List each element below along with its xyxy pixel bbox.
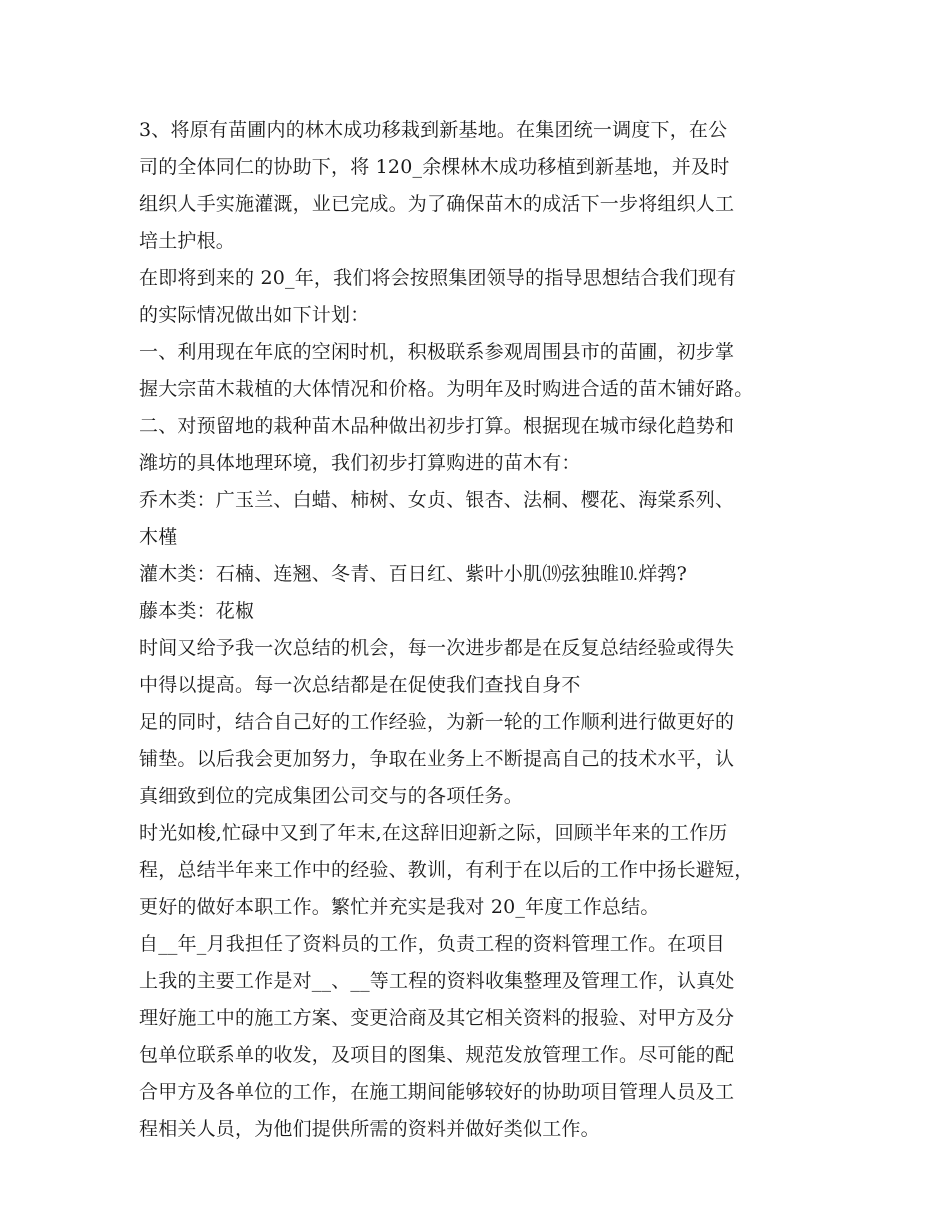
text-line: 潍坊的具体地理环境，我们初步打算购进的苗木有： — [139, 452, 581, 474]
text-line: 司的全体同仁的协助下，将 120_余棵林木成功移植到新基地，并及时 — [139, 156, 730, 178]
text-line: 握大宗苗木栽植的大体情况和价格。为明年及时购进合适的苗木铺好路。 — [139, 378, 754, 400]
text-line: 理好施工中的施工方案、变更洽商及其它相关资料的报验、对甲方及分 — [139, 1007, 735, 1029]
text-line: 在即将到来的 20_年，我们将会按照集团领导的指导思想结合我们现有 — [139, 267, 737, 289]
text-line: 一、利用现在年底的空闲时机，积极联系参观周围县市的苗圃，初步掌 — [139, 341, 735, 363]
text-line: 乔木类：广玉兰、白蜡、柿树、女贞、银杏、法桐、樱花、海棠系列、 — [139, 489, 735, 511]
text-line: 合甲方及各单位的工作，在施工期间能够较好的协助项目管理人员及工 — [139, 1081, 735, 1103]
text-line: 3、将原有苗圃内的林木成功移栽到新基地。在集团统一调度下，在公 — [139, 119, 728, 141]
text-line: 时间又给予我一次总结的机会，每一次进步都是在反复总结经验或得失 — [139, 637, 735, 659]
text-line: 的实际情况做出如下计划： — [139, 304, 370, 326]
text-line: 程相关人员，为他们提供所需的资料并做好类似工作。 — [139, 1118, 600, 1140]
text-line: 足的同时，结合自己好的工作经验，为新一轮的工作顺利进行做更好的 — [139, 711, 735, 733]
text-line: 自__年_月我担任了资料员的工作，负责工程的资料管理工作。在项目 — [139, 933, 725, 955]
text-line: 更好的做好本职工作。繁忙并充实是我对 20_年度工作总结。 — [139, 896, 660, 918]
text-line: 时光如梭,忙碌中又到了年末,在这辞旧迎新之际，回顾半年来的工作历 — [139, 822, 728, 844]
text-line: 组织人手实施灌溉，业已完成。为了确保苗木的成活下一步将组织人工 — [139, 193, 735, 215]
text-line: 中得以提高。每一次总结都是在促使我们查找自身不 — [139, 674, 581, 696]
text-line: 灌木类：石楠、连翘、冬青、百日红、紫叶小肌⒆弦独睢⒑烊鹁? — [139, 563, 687, 585]
text-line: 培土护根。 — [139, 230, 236, 252]
text-line: 木槿 — [139, 526, 178, 548]
text-line: 包单位联系单的收发，及项目的图集、规范发放管理工作。尽可能的配 — [139, 1044, 735, 1066]
text-line: 上我的主要工作是对__、__等工程的资料收集整理及管理工作，认真处 — [139, 970, 735, 992]
text-line: 程，总结半年来工作中的经验、教训，有利于在以后的工作中扬长避短， — [139, 859, 754, 881]
text-line: 二、对预留地的栽种苗木品种做出初步打算。根据现在城市绿化趋势和 — [139, 415, 735, 437]
text-line: 真细致到位的完成集团公司交与的各项任务。 — [139, 785, 524, 807]
text-line: 铺垫。以后我会更加努力，争取在业务上不断提高自己的技术水平，认 — [139, 748, 735, 770]
text-line: 藤本类：花椒 — [139, 600, 255, 622]
document-body — [139, 112, 829, 1148]
